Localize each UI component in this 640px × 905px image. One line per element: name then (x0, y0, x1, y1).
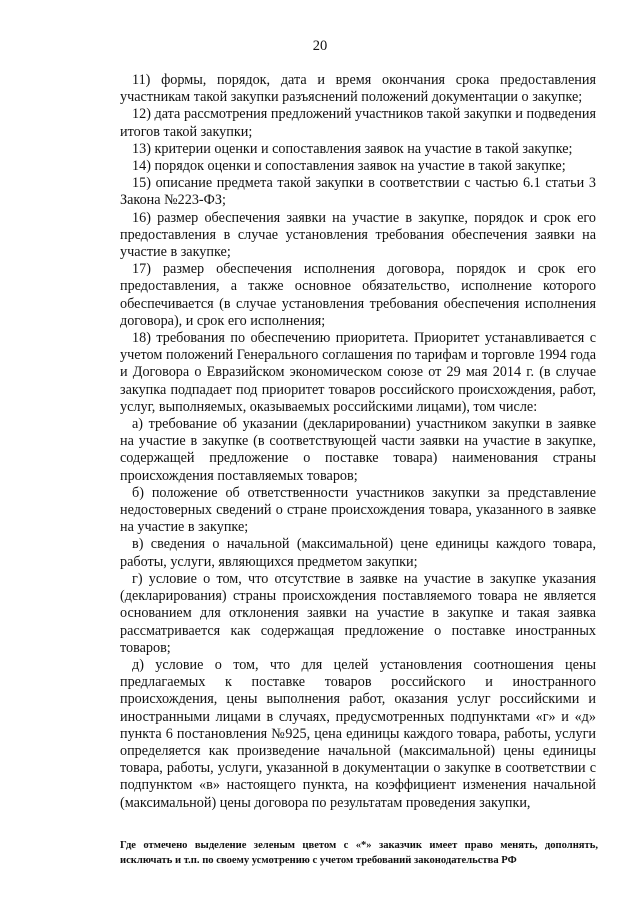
subparagraph-b: б) положение об ответственности участников закупки за представление недостоверных сведений о стране происхождения товара, указанного в заявке на участие в закупке; (120, 484, 596, 536)
document-body (120, 72, 596, 812)
paragraph-item-18: 18) требования по обеспечению приоритета. Приоритет устанавливается с учетом положений Генерального соглашения по тарифам и торговле 1994 года и Договора о Евразийском экономическом союзе от 29 мая 2014 г. (в случае закупка подпадает под приоритет товаров российского происхождения, работ, услуг, выполняемых, оказываемых российскими лицами), том числе: (120, 330, 596, 415)
paragraph-item-12: 12) дата рассмотрения предложений участников такой закупки и подведения итогов такой закупки; (120, 106, 596, 140)
subparagraph-v: в) сведения о начальной (максимальной) цене единицы каждого товара, работы, услуги, являющихся предметом закупки; (120, 536, 596, 570)
paragraph-item-14: 14) порядок оценки и сопоставления заявок на участие в такой закупке; (132, 158, 566, 175)
paragraph-item-17: 17) размер обеспечения исполнения договора, порядок и срок его предоставления, а также основное обязательство, исполнение которого обеспечивается (в случае установления требования обеспечения исполнения договора), и срок его исполнения; (120, 261, 596, 329)
page-number: 20 (312, 38, 328, 54)
subparagraph-a: а) требование об указании (декларировании) участником закупки в заявке на участие в закупке (в соответствующей части заявки на участие в закупке, содержащей предложение о поставке товара) наименования страны происхождения поставляемых товаров; (120, 416, 596, 484)
paragraph-item-13: 13) критерии оценки и сопоставления заявок на участие в такой закупке; (132, 140, 573, 157)
subparagraph-g: г) условие о том, что отсутствие в заявке на участие в закупке указания (декларирования) страны происхождения поставляемого товара не является основанием для отклонения заявки на участие в закупке и такая заявка рассматривается как содержащая предложение о поставке иностранных товаров; (120, 570, 596, 656)
paragraph-item-15: 15) описание предмета такой закупки в соответствии с частью 6.1 статьи 3 Закона №223-ФЗ; (120, 175, 596, 209)
footnote: Где отмечено выделение зеленым цветом с «*» заказчик имеет право менять, дополнять, исключать и т.п. по своему усмотрению с учетом требований законодательства РФ (120, 840, 598, 866)
paragraph-item-11: 11) формы, порядок, дата и время окончания срока предоставления участникам такой закупки разъяснений положений документации о закупке; (120, 72, 596, 106)
paragraph-item-16: 16) размер обеспечения заявки на участие в закупке, порядок и срок его предоставления в случае установления требования обеспечения заявки на участие в закупке; (120, 209, 596, 261)
subparagraph-d: д) условие о том, что для целей установления соотношения цены предлагаемых к поставке товаров российского и иностранного происхождения, цены выполнения работ, оказания услуг российскими и иностранными лицами в случаях, предусмотренных подпунктами «г» и «д» пункта 6 постановления №925, цена единицы каждого товара, работы, услуги определяется как произведение начальной (максимальной) цены единицы товара, работы, услуги, указанной в документации о закупке в соответствии с подпунктом «в» настоящего пункта, на коэффициент изменения начальной (максимальной) цены договора по результатам проведения закупки, (120, 656, 596, 811)
